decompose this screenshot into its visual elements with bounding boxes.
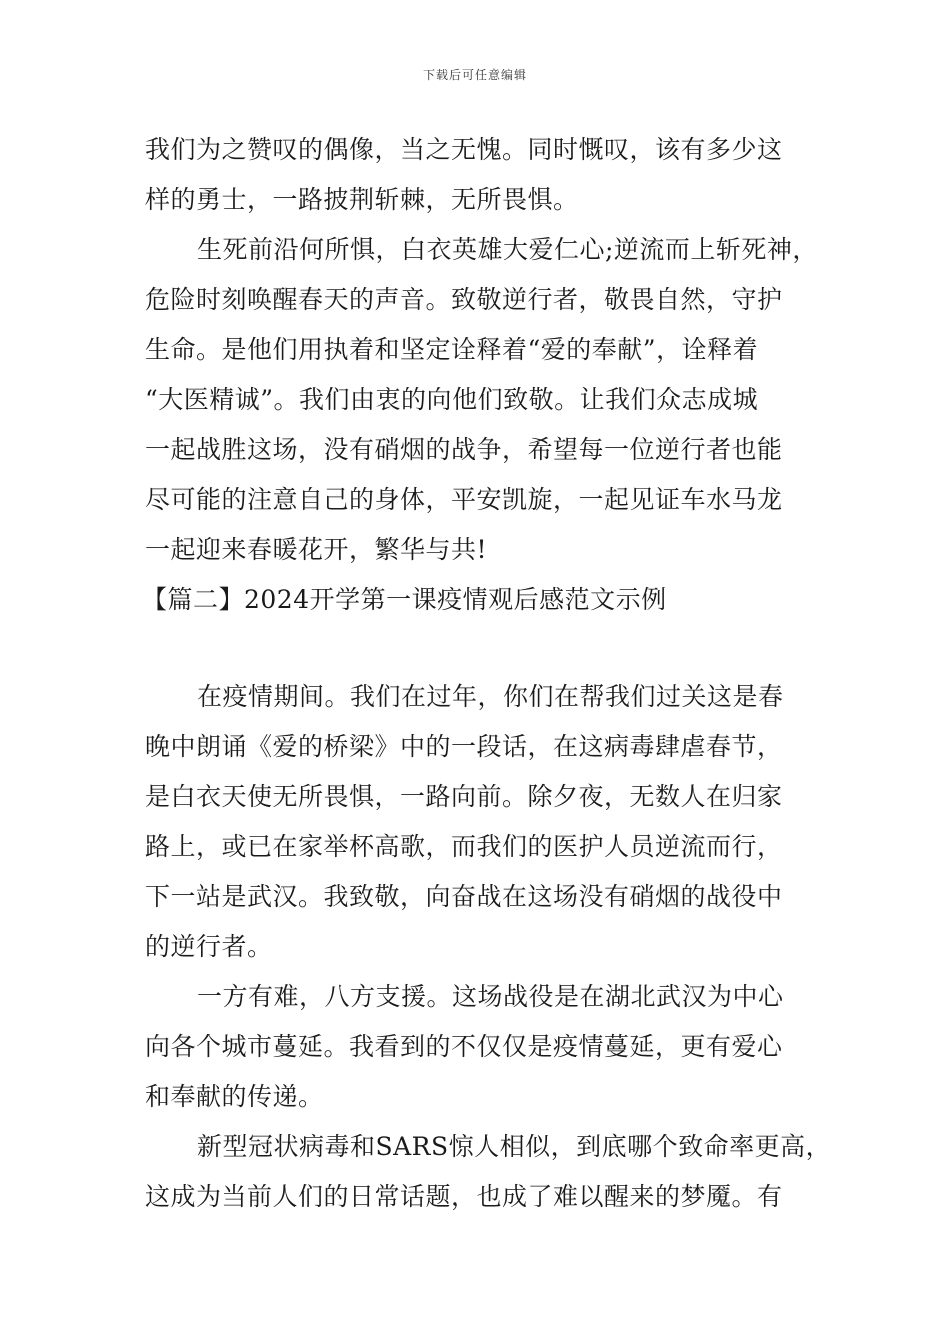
text-line: 生命。是他们用执着和坚定诠释着“爱的奉献”，诠释着 [145, 335, 759, 364]
paragraph [145, 1122, 832, 1222]
paragraph [145, 672, 825, 972]
text-line: “大医精诚”。我们由衷的向他们致敬。让我们众志成城 [145, 385, 759, 414]
paragraph [145, 225, 825, 575]
text-line: 向各个城市蔓延。我看到的不仅仅是疫情蔓延，更有爱心 [145, 1032, 783, 1061]
text-line: 下一站是武汉。我致敬，向奋战在这场没有硝烟的战役中 [145, 882, 783, 911]
text-line: 这成为当前人们的日常话题，也成了难以醒来的梦魇。有 [145, 1182, 783, 1211]
text-line: 和奉献的传递。 [145, 1082, 324, 1111]
text-line: 尽可能的注意自己的身体，平安凯旋，一起见证车水马龙 [145, 485, 783, 514]
text-line: 晚中朗诵《爱的桥梁》中的一段话，在这病毒肆虐春节， [145, 732, 783, 761]
document-body [142, 125, 832, 1222]
text-line: 路上，或已在家举杯高歌，而我们的医护人员逆流而行， [145, 832, 783, 861]
paragraph [145, 125, 825, 225]
text-line: 危险时刻唤醒春天的声音。致敬逆行者，敬畏自然，守护 [145, 285, 783, 314]
text-line: 一方有难，八方支援。这场战役是在湖北武汉为中心 [197, 982, 784, 1011]
text-line: 一起迎来春暖花开，繁华与共! [145, 535, 488, 564]
text-line: 一起战胜这场，没有硝烟的战争，希望每一位逆行者也能 [145, 435, 783, 464]
text-line: 是白衣天使无所畏惧，一路向前。除夕夜，无数人在归家 [145, 782, 783, 811]
text-line: 我们为之赞叹的偶像，当之无愧。同时慨叹，该有多少这 [145, 135, 783, 164]
header-note: 下载后可任意编辑 [422, 68, 527, 82]
text-line: 样的勇士，一路披荆斩棘，无所畏惧。 [145, 185, 579, 214]
spacer [145, 625, 825, 672]
text-line: 新型冠状病毒和SARS惊人相似，到底哪个致命率更高， [197, 1132, 832, 1161]
section-heading: 【篇二】2024开学第一课疫情观后感范文示例 [142, 585, 667, 614]
text-line: 在疫情期间。我们在过年，你们在帮我们过关这是春 [197, 682, 784, 711]
text-line: 的逆行者。 [145, 932, 273, 961]
text-line: 生死前沿何所惧，白衣英雄大爱仁心;逆流而上斩死神， [197, 235, 818, 264]
paragraph [145, 972, 825, 1122]
